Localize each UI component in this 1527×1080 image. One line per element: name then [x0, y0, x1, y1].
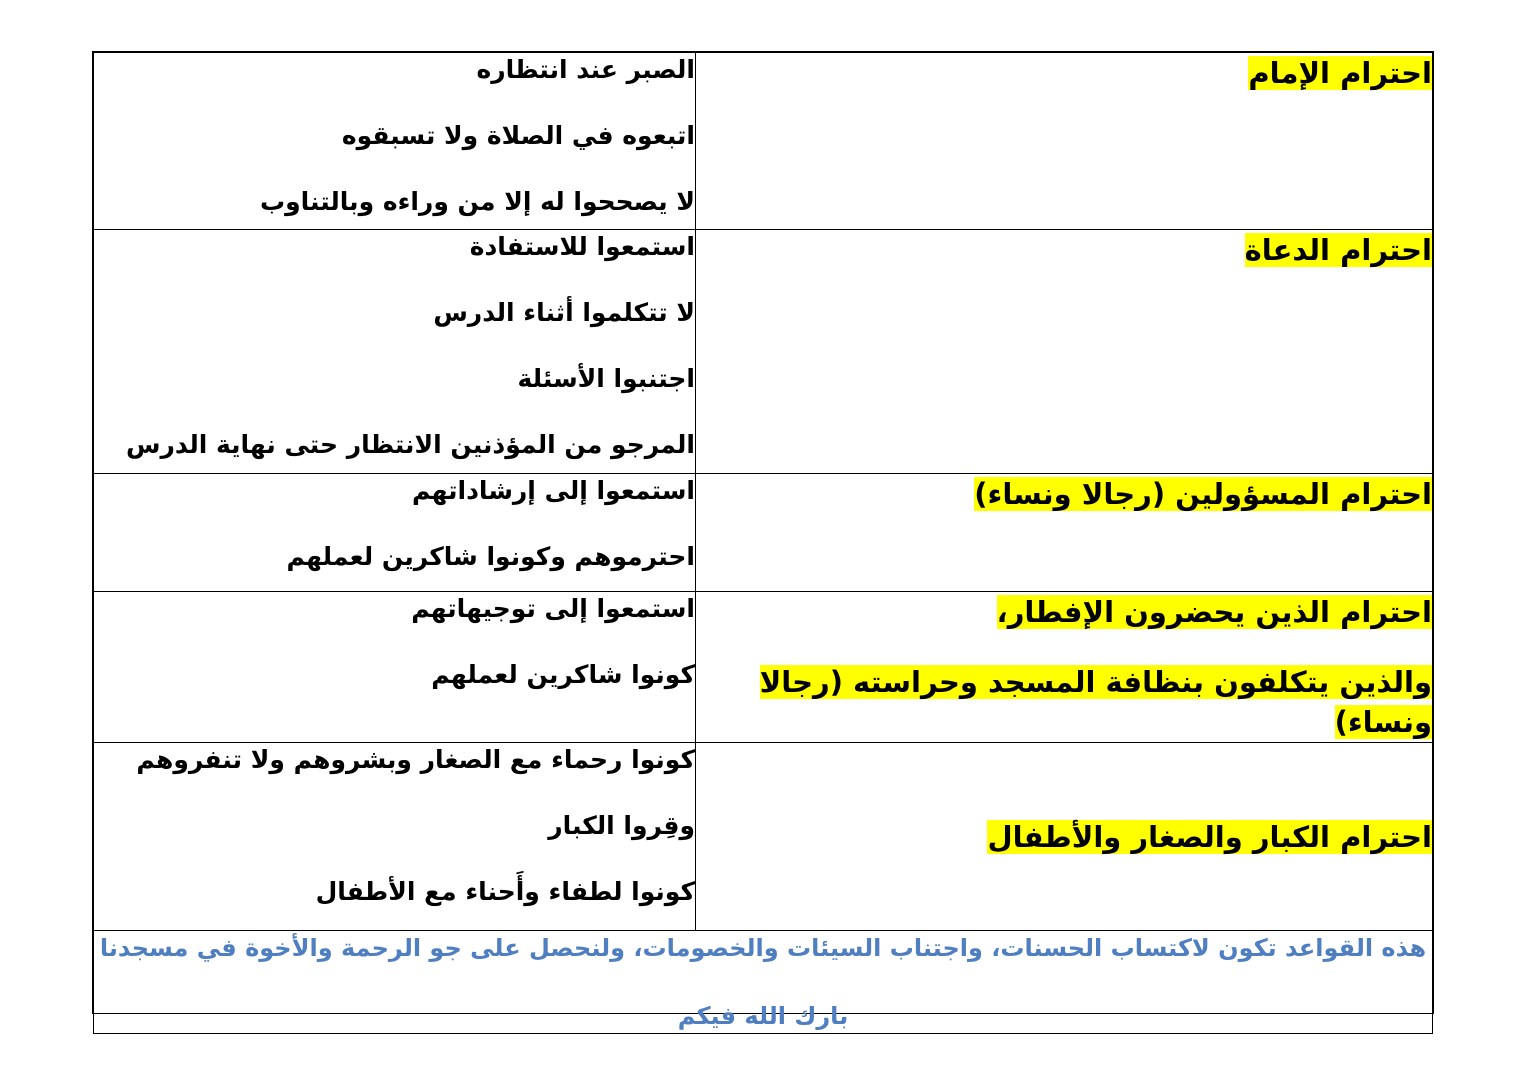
rule-item: المرجو من المؤذنين الانتظار حتى نهاية الدرس	[125, 430, 695, 459]
topic-heading: احترام الدعاة	[1244, 233, 1432, 267]
topic-heading-continued: والذين يتكلفون بنظافة المسجد وحراسته (رجالا ونساء)	[759, 665, 1432, 739]
footer-row	[94, 931, 1433, 1034]
rule-item: استمعوا إلى إرشاداتهم	[412, 476, 695, 505]
table-row	[94, 230, 1433, 474]
topic-cell	[696, 474, 1433, 592]
rule-item: استمعوا إلى توجيهاتهم	[411, 594, 695, 623]
topic-cell	[696, 53, 1433, 230]
rule-item: لا يصححوا له إلا من وراءه وبالتناوب	[259, 187, 695, 216]
rules-table	[93, 52, 1433, 1034]
rule-item: اجتنبوا الأسئلة	[517, 364, 695, 393]
rules-cell	[94, 592, 696, 743]
table-row	[94, 474, 1433, 592]
topic-cell	[696, 592, 1433, 743]
rule-item: احترموهم وكونوا شاكرين لعملهم	[286, 542, 695, 571]
rule-item: اتبعوه في الصلاة ولا تسبقوه	[341, 121, 695, 150]
rules-cell	[94, 474, 696, 592]
rule-item: استمعوا للاستفادة	[469, 232, 695, 261]
table-row	[94, 53, 1433, 230]
rules-cell	[94, 230, 696, 474]
topic-heading: احترام الذين يحضرون الإفطار،	[996, 595, 1432, 629]
rule-item: كونوا رحماء مع الصغار وبشروهم ولا تنفروهم	[136, 745, 695, 774]
rule-item: لا تتكلموا أثناء الدرس	[433, 298, 695, 327]
table-row	[94, 743, 1433, 931]
rules-cell	[94, 743, 696, 931]
footer-blessing: بارك الله فيكم	[677, 1002, 849, 1030]
footer-message: هذه القواعد تكون لاكتساب الحسنات، واجتناب السيئات والخصومات، ولنحصل على جو الرحمة والأخوة في مسجدنا	[99, 934, 1427, 962]
topic-heading: احترام المسؤولين (رجالا ونساء)	[974, 477, 1432, 511]
rules-document	[92, 51, 1434, 1030]
rule-item: كونوا لطفاء وأَحناء مع الأطفال	[315, 877, 695, 906]
rule-item: وقِروا الكبار	[548, 811, 695, 840]
footer-cell	[94, 931, 1433, 1034]
topic-heading: احترام الكبار والصغار والأطفال	[987, 819, 1432, 854]
topic-heading: احترام الإمام	[1248, 56, 1432, 90]
rules-cell	[94, 53, 696, 230]
rule-item: كونوا شاكرين لعملهم	[431, 660, 695, 689]
topic-cell	[696, 230, 1433, 474]
rule-item: الصبر عند انتظاره	[476, 55, 695, 84]
topic-cell	[696, 743, 1433, 931]
table-row	[94, 592, 1433, 743]
